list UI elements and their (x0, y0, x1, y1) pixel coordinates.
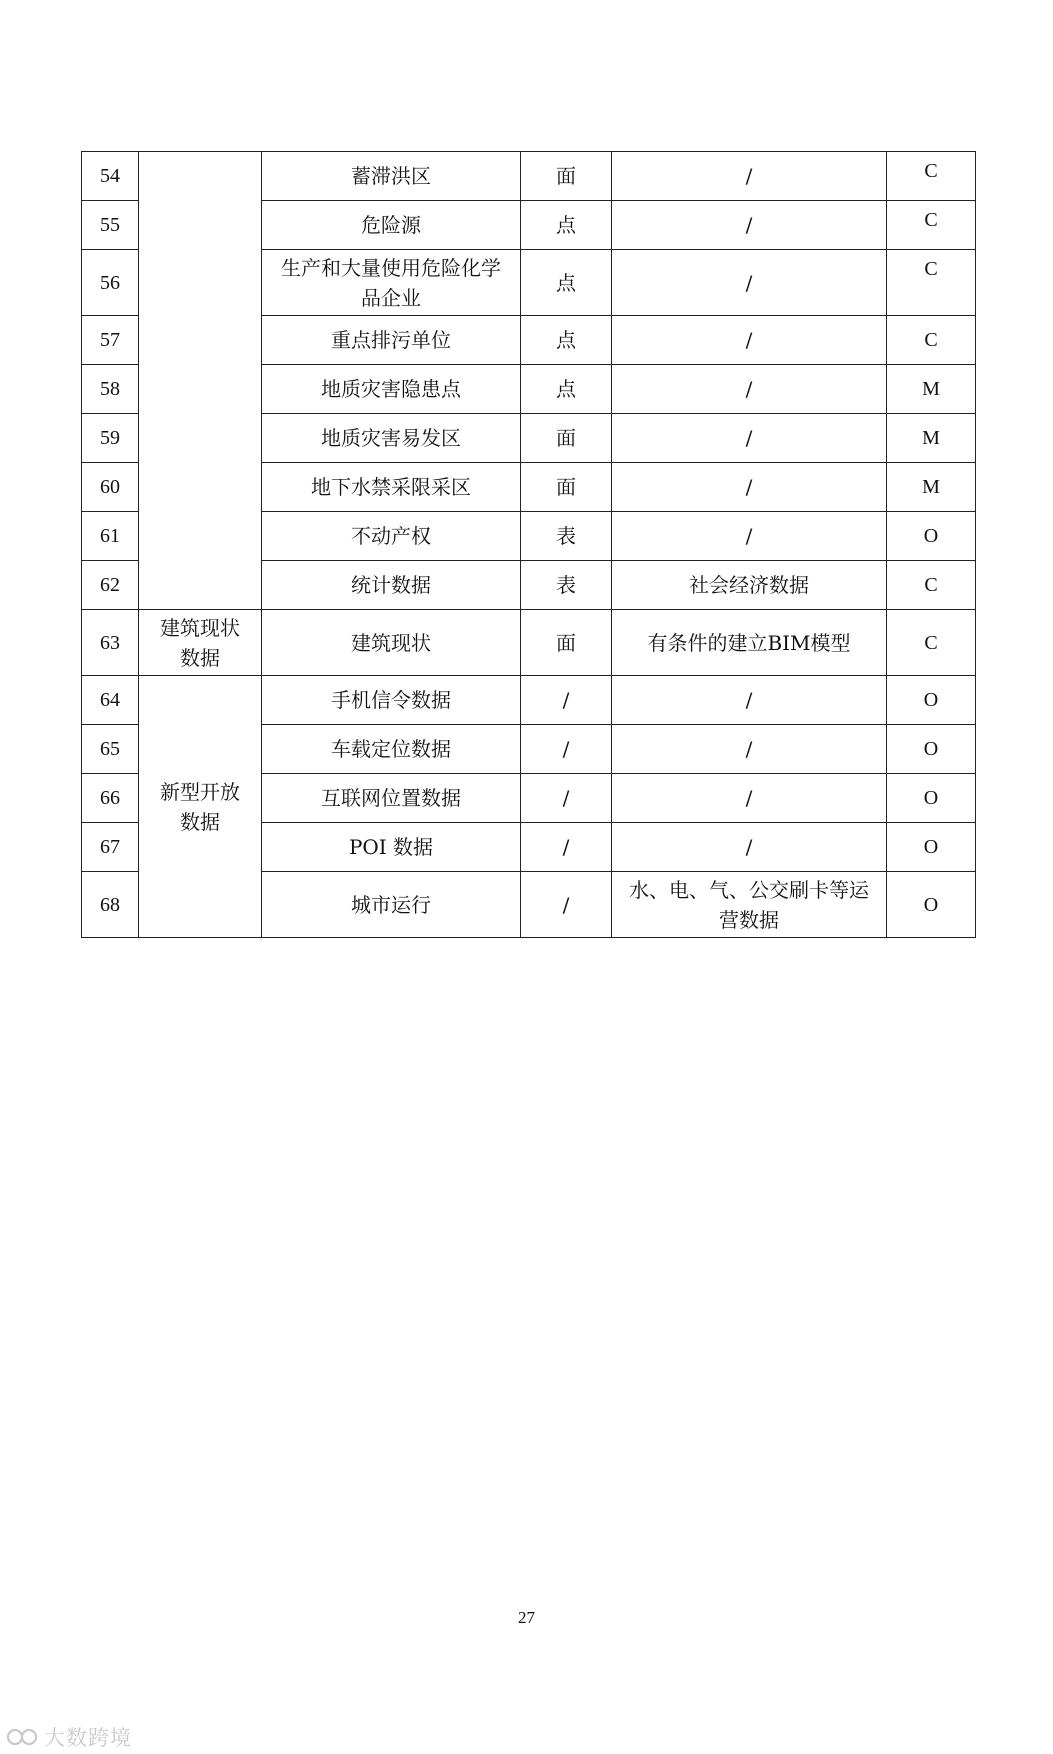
watermark (6, 1722, 132, 1752)
requirement-level: C (887, 610, 976, 676)
data-note: 有条件的建立BIM模型 (612, 610, 887, 676)
geometry-type: 面 (521, 414, 612, 463)
requirement-level: O (887, 676, 976, 725)
row-number: 62 (82, 561, 139, 610)
data-item-name: 生产和大量使用危险化学品企业 (262, 250, 521, 316)
data-item-name: 车载定位数据 (262, 725, 521, 774)
watermark-text: 大数跨境 (44, 1726, 132, 1750)
requirement-level: C (887, 250, 976, 316)
row-number: 66 (82, 774, 139, 823)
geometry-type: 点 (521, 201, 612, 250)
data-note: / (612, 316, 887, 365)
data-note: 水、电、气、公交刷卡等运营数据 (612, 872, 887, 938)
data-item-name: 蓄滞洪区 (262, 152, 521, 201)
row-number: 55 (82, 201, 139, 250)
geometry-type: / (521, 823, 612, 872)
geometry-type: 表 (521, 561, 612, 610)
row-number: 56 (82, 250, 139, 316)
requirement-level: M (887, 414, 976, 463)
requirement-level: O (887, 725, 976, 774)
data-item-name: 手机信令数据 (262, 676, 521, 725)
data-note: / (612, 463, 887, 512)
data-item-name: 地质灾害易发区 (262, 414, 521, 463)
data-item-name: 互联网位置数据 (262, 774, 521, 823)
table-row (82, 676, 976, 725)
requirement-level: M (887, 463, 976, 512)
data-note: / (612, 201, 887, 250)
geometry-type: 点 (521, 316, 612, 365)
requirement-level: C (887, 201, 976, 250)
geometry-type: / (521, 676, 612, 725)
geometry-type: / (521, 725, 612, 774)
row-number: 67 (82, 823, 139, 872)
geometry-type: 面 (521, 463, 612, 512)
row-number: 68 (82, 872, 139, 938)
data-item-name: 危险源 (262, 201, 521, 250)
geometry-type: 点 (521, 250, 612, 316)
table-row (82, 610, 976, 676)
data-note: / (612, 512, 887, 561)
geometry-type: 点 (521, 365, 612, 414)
row-number: 63 (82, 610, 139, 676)
requirement-level: C (887, 561, 976, 610)
data-note: / (612, 414, 887, 463)
data-note: / (612, 365, 887, 414)
row-number: 64 (82, 676, 139, 725)
data-note: / (612, 725, 887, 774)
data-item-name: POI 数据 (262, 823, 521, 872)
geometry-type: / (521, 872, 612, 938)
requirement-level: O (887, 823, 976, 872)
row-number: 65 (82, 725, 139, 774)
row-number: 57 (82, 316, 139, 365)
data-note: / (612, 823, 887, 872)
watermark-logo-icon (6, 1726, 40, 1748)
geometry-type: 表 (521, 512, 612, 561)
category-cell: 建筑现状数据 (139, 610, 262, 676)
data-note: / (612, 152, 887, 201)
data-item-name: 地质灾害隐患点 (262, 365, 521, 414)
geometry-type: / (521, 774, 612, 823)
row-number: 59 (82, 414, 139, 463)
row-number: 58 (82, 365, 139, 414)
requirement-level: C (887, 316, 976, 365)
requirement-level: O (887, 872, 976, 938)
data-item-name: 建筑现状 (262, 610, 521, 676)
data-note: 社会经济数据 (612, 561, 887, 610)
row-number: 60 (82, 463, 139, 512)
category-cell: 新型开放数据 (139, 676, 262, 938)
requirement-level: C (887, 152, 976, 201)
geometry-type: 面 (521, 152, 612, 201)
data-note: / (612, 676, 887, 725)
row-number: 61 (82, 512, 139, 561)
data-item-name: 统计数据 (262, 561, 521, 610)
category-cell-empty (139, 152, 262, 610)
table-row (82, 152, 976, 201)
data-table (81, 151, 976, 938)
data-note: / (612, 774, 887, 823)
data-item-name: 重点排污单位 (262, 316, 521, 365)
requirement-level: O (887, 512, 976, 561)
data-item-name: 城市运行 (262, 872, 521, 938)
requirement-level: O (887, 774, 976, 823)
geometry-type: 面 (521, 610, 612, 676)
data-item-name: 地下水禁采限采区 (262, 463, 521, 512)
data-note: / (612, 250, 887, 316)
data-item-name: 不动产权 (262, 512, 521, 561)
row-number: 54 (82, 152, 139, 201)
requirement-level: M (887, 365, 976, 414)
page-number: 27 (518, 1608, 535, 1627)
